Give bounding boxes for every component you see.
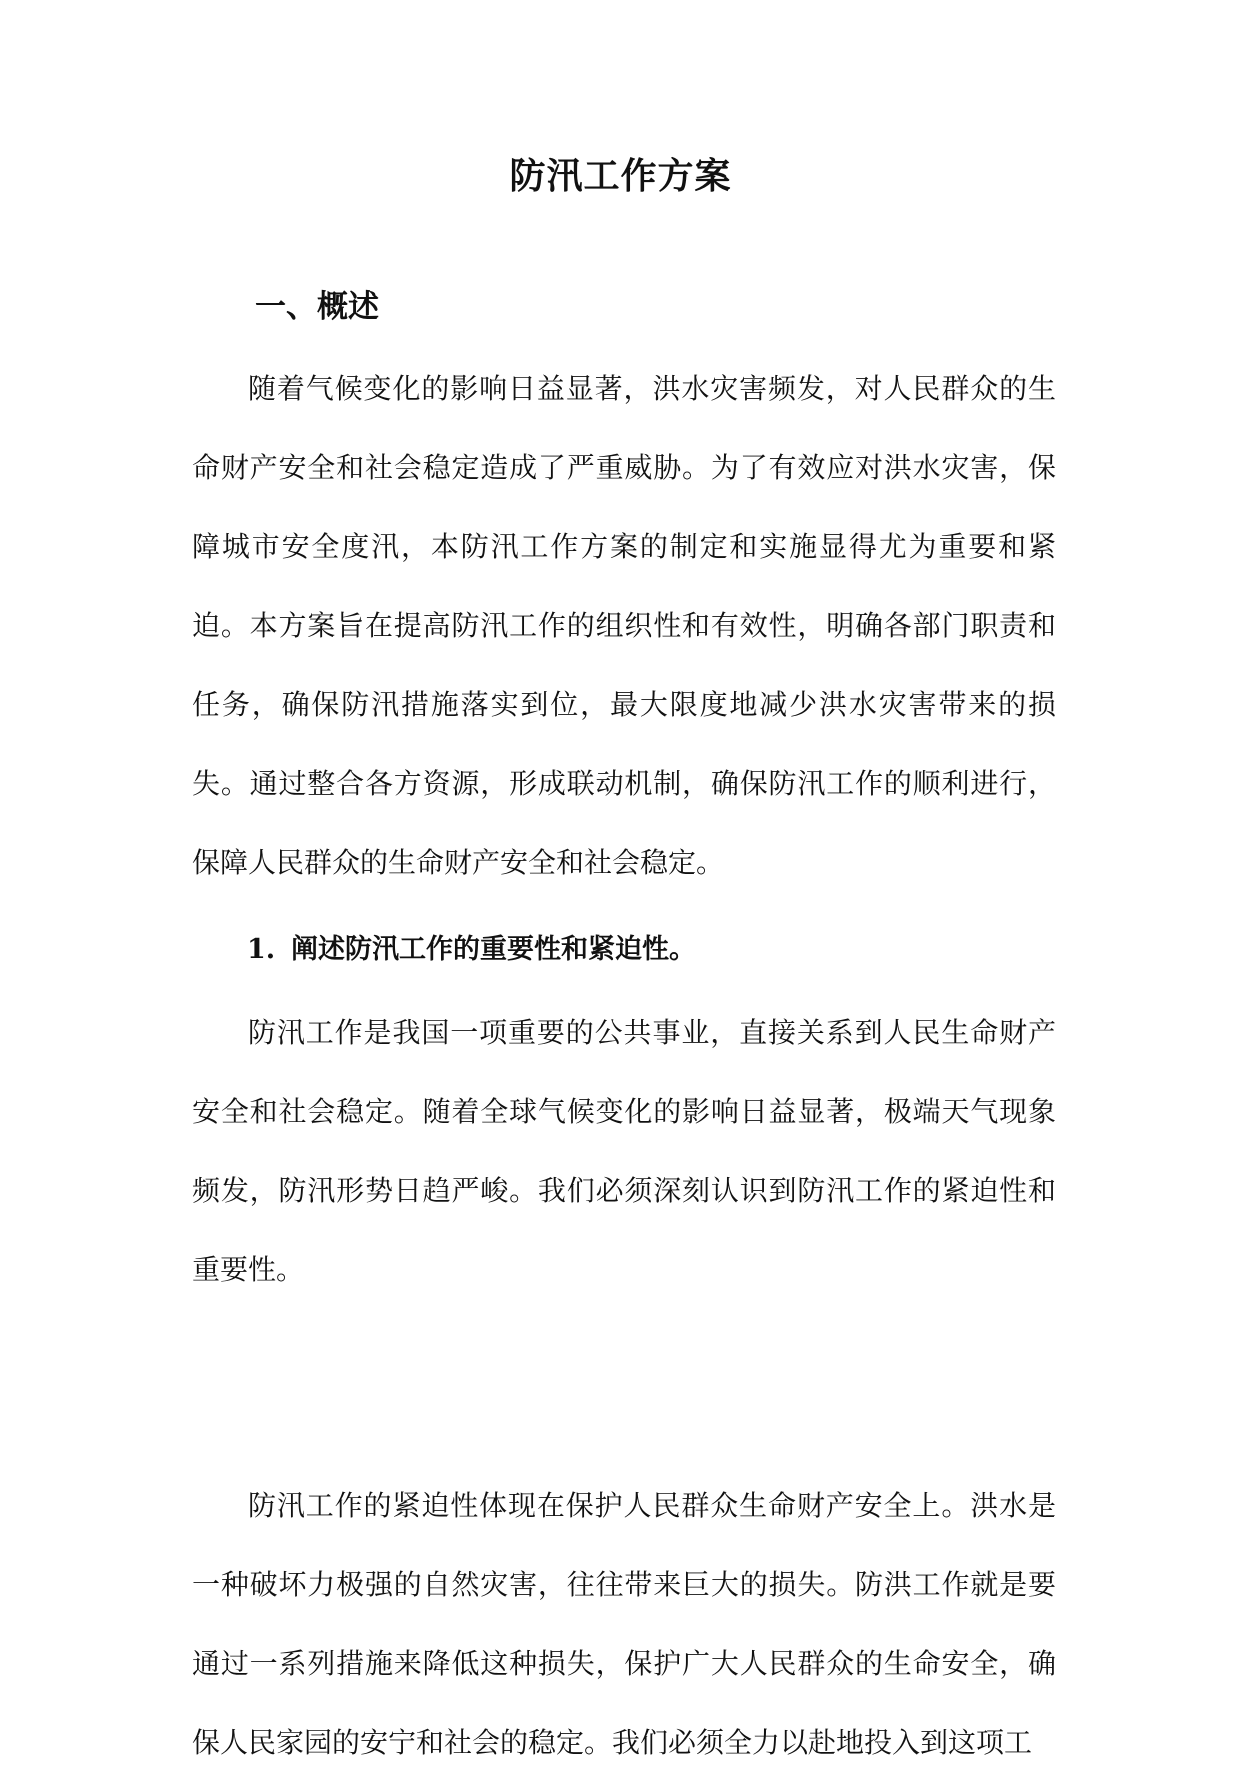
subsection-heading-text: 阐述防汛工作的重要性和紧迫性。	[291, 934, 696, 965]
section-heading-overview: 一、概述	[255, 289, 379, 325]
document-title: 防汛工作方案	[509, 155, 732, 197]
importance-paragraph-1: 防汛工作是我国一项重要的公共事业，直接关系到人民生命财产安全和社会稳定。随着全球气候变化的影响日益显著，极端天气现象频发，防汛形势日趋严峻。我们必须深刻认识到防汛工作的紧迫性和重要性。	[192, 1016, 1056, 1286]
subsection-number: 1.	[247, 934, 276, 965]
subsection-heading-importance	[247, 928, 696, 972]
overview-paragraph: 随着气候变化的影响日益显著，洪水灾害频发，对人民群众的生命财产安全和社会稳定造成了严重威胁。为了有效应对洪水灾害，保障城市安全度汛，本防汛工作方案的制定和实施显得尤为重要和紧迫。本方案旨在提高防汛工作的组织性和有效性，明确各部门职责和任务，确保防汛措施落实到位，最大限度地减少洪水灾害带来的损失。通过整合各方资源，形成联动机制，确保防汛工作的顺利进行，保障人民群众的生命财产安全和社会稳定。	[192, 372, 1056, 879]
importance-paragraph-2: 防汛工作的紧迫性体现在保护人民群众生命财产安全上。洪水是一种破坏力极强的自然灾害，往往带来巨大的损失。防洪工作就是要通过一系列措施来降低这种损失，保护广大人民群众的生命安全，确保人民家园的安宁和社会的稳定。我们必须全力以赴地投入到这项工	[192, 1489, 1056, 1759]
